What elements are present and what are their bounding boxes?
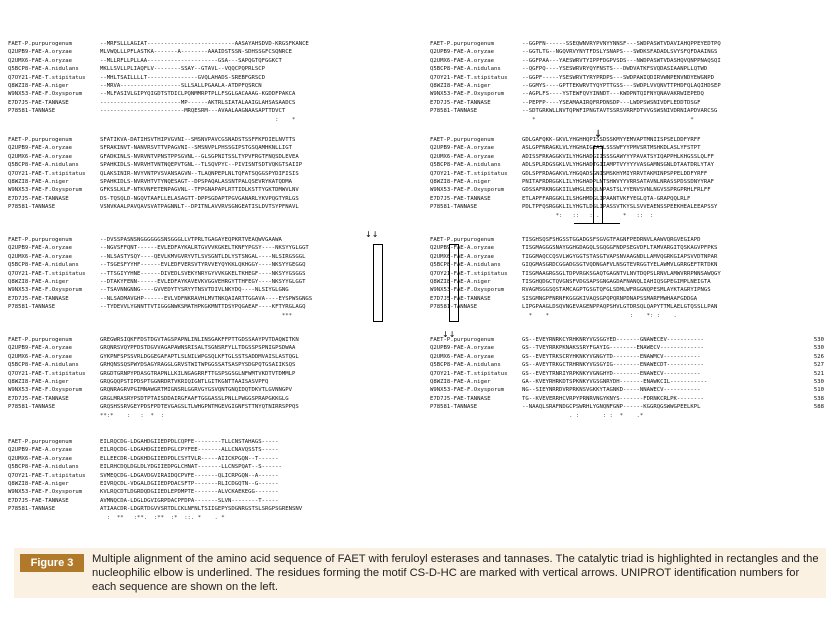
sequence-row [430,286,832,294]
sequence-row [8,90,418,98]
sequence-id: Q7OY21-FAE-T.stipitatus [430,74,508,81]
sequence-residues: --AGPLFS----YSTEWFQVYINNDT---KWDPNTQIFNYQNAVAKRWIEPEDQ [522,91,704,98]
sequence-id: Q2UMX6-FAE-A.oryzae [8,353,72,360]
sequence-row [430,90,832,98]
sequence-row [8,144,418,152]
motif-arrow-3: ↓↓ [442,330,456,339]
sequence-id: Q2UPB9-FAE-A.oryzae [8,447,72,454]
sequence-residues: --PEPFP----YSEAMAAIRQFRPDNSDP---LWDPSWSNIVDFLEDDTDSGF [522,99,701,106]
sequence-id: Q7OY21-FAE-T.stipitatus [8,472,86,479]
sequence-row [430,170,832,178]
sequence-row [430,295,832,303]
sequence-id: Q5BCP8-FAE-A.nidulans [8,362,79,369]
sequence-id: W9NX53-FAE-F.Oxysporum [8,387,83,394]
consensus-line [430,116,832,124]
sequence-row [8,40,418,48]
sequence-residues: --DTAKYFENN------EVLEDFAYKAVEVKVGGVEHRGYTTHFEGY----NKSYYGLGGT [100,278,306,285]
residue-count: 530 [813,345,824,352]
sequence-id: Q8WZI8-FAE-A.niger [8,178,69,185]
sequence-id: W9NX53-FAE-F.Oxysporum [430,187,505,194]
nucleophilic-elbow-underline [574,223,620,224]
sequence-row [430,378,832,386]
sequence-residues: GYKPNFSPSSVRLDGGEGAFAPTLSLNILWPGSQLKFTGLSSTSADDMVAISLASTQGL [100,353,299,360]
sequence-residues: QLAKSINIR-NVYVNTPVSVANSAGVN--TLAQNPEPLNLTQFATSQGGSPYDIFISIS [100,170,299,177]
sequence-id: E7D7J5-FAE-TANNASE [8,395,69,402]
sequence-id: Q8WZI8-FAE-A.niger [430,178,491,185]
consensus-line [8,514,418,522]
sequence-residues: --GGFPAA---YAESWRVTYIPPFDGPVSDS---NWDPASWTVDASHQVQNPPNAQSQI [522,57,721,64]
sequence-residues: --MHLTSAILLLLT---------------GVQLAHADS-SREBFGRSCD [100,74,266,81]
sequence-residues: GS--TVEYRRKPKNAKSSRYFGAYIG--------ENAWECV------------- [522,345,704,352]
sequence-id: P78581-TANNASE [8,506,56,513]
sequence-id: P78581-TANNASE [8,204,56,211]
sequence-id: Q2UPB9-FAE-A.oryzae [8,49,72,56]
sequence-residues: GRGDTGRNPYPDASGTRAPNLLKILNGAGRRFTTGSPSGSGLNFWMTVKDTVTDMMLP [100,370,296,377]
sequence-residues: SPAHKIDLS-NVRVHTVNTNQEPVTGNL--TLSQVPYC--PIVISNTSDTVQKGTSAIIP [100,162,303,169]
sequence-residues: --NLSASTYSQY----QEVLKMVGVRYVTLSVSGNTLDLYSTSNGAL----NLSIRGSGGL [100,253,306,260]
sequence-id: Q8WZI8-FAE-A.niger [8,378,69,385]
sequence-id: Q8WZI8-FAE-A.niger [430,278,491,285]
sequence-id: FAET-P.purpurogenum [8,237,72,243]
consensus-symbols: . : : : * .* [522,412,644,419]
sequence-row [430,65,832,73]
sequence-id: Q2UMX6-FAE-A.oryzae [430,153,494,160]
sequence-residues: --NGVSFFQNT------EVLEDFAYKALRTGVVVKGKELTKNFYPGSY----NKSYYGLGGT [100,245,309,252]
sequence-id: E7D7J5-FAE-TANNASE [430,295,491,302]
sequence-id: W9NX53-FAE-F.Oxysporum [8,187,83,194]
sequence-row [430,74,832,82]
sequence-id: Q8WZI8-FAE-A.niger [8,278,69,285]
sequence-id: Q2UMX6-FAE-A.oryzae [430,353,494,360]
sequence-row [430,336,832,344]
sequence-residues: GRHQNSSQSPWYDSAGYRAGGLGRVSTWITWPGGSSATSASPYSDGPQTGSAIIKSQS [100,362,296,369]
sequence-row [430,370,832,378]
sequence-id: Q5BCP8-FAE-A.nidulans [430,162,501,169]
sequence-row [8,178,418,186]
consensus-symbols: *: :: : . * :: : [522,212,684,219]
sequence-id: W9NX53-FAE-F.Oxysporum [430,387,505,394]
sequence-row [430,82,832,90]
sequence-id: Q5BCP8-FAE-A.nidulans [430,66,501,73]
sequence-row [8,344,418,352]
consensus-symbols: * * [522,116,711,123]
sequence-row [8,403,418,411]
sequence-id: FAET-P.purpurogenum [8,41,72,47]
sequence-residues: GRQNRSVQYPFDSTDGVVAGAPAWNSRISALTSGNSRFYLLTDGSSPSPNIGPSDWAA [100,345,296,352]
sequence-row [430,253,832,261]
consensus-line [430,212,832,220]
sequence-residues: EIVRQCDL-VDGALDGIIEDPDACSFTP-------RLICDGQTN--G------ [100,480,279,487]
sequence-row [8,455,418,463]
sequence-residues: EILRQCDG-LDGAHDGIIEDPDLCQPFE--------TLLCNSTAHAGS----- [100,439,279,445]
sequence-residues: GS--AVEYTRKGCTRHRNKYVGSGYIG--------ENAWECDT----------- [522,362,704,369]
sequence-row [430,136,832,144]
residue-count: 588 [813,404,824,411]
sequence-residues: --GGPFN------SSEQWNVRYPVNYYNNSF---SWDPASWTVDAVIAHQPPEYEDTPQ [522,41,721,47]
residue-count: 530 [813,337,824,343]
sequence-id: Q2UMX6-FAE-A.oryzae [8,253,72,260]
residue-count: 527 [813,362,824,369]
sequence-id: E7D7J5-FAE-TANNASE [430,195,491,202]
sequence-row [8,170,418,178]
residue-count: 526 [813,353,824,360]
sequence-row [430,261,832,269]
sequence-id: P78581-TANNASE [430,204,478,211]
sequence-residues: ADISSFRKAGGKVILYHGHADGIISSSGAWYYYPAVATSYIQAPPHLKHGSSLQLFF [522,153,714,160]
sequence-id: Q2UPB9-FAE-A.oryzae [8,345,72,352]
sequence-id: Q2UPB9-FAE-A.oryzae [430,49,494,56]
sequence-row [430,153,832,161]
sequence-id: W9NX53-FAE-F.Oxysporum [430,91,505,98]
sequence-id: W9NX53-FAE-F.Oxysporum [8,287,83,294]
sequence-residues: ATIAACDR-LDGRTDGVVSRTDLCKLNFNLTSIIGEPYSDGNRGSTSLSRGPSGRENSNV [100,506,303,513]
sequence-residues: ETLAPFFARGGKLILSHGHMDGLIPAANTVKFYEGLQTA-GRAPQQLRLF [522,195,691,202]
sequence-row [8,244,418,252]
sequence-row [8,378,418,386]
sequence-residues: RVAGMSGGSQSTAMCAGPTGSGTQFGLSDMLWFRGGNQPESMLAYKTAGRYIPNGS [522,287,711,294]
residue-count: 530 [813,378,824,385]
sequence-residues: GRQSHSSRVGEYPDSFPDTEVGAGSLTLWHGPNTMGEVGIGNFSTTNYQTNIRRSPPQS [100,404,299,411]
sequence-row [430,186,832,194]
residue-count: 510 [813,387,824,394]
sequence-residues: --GGMYS----GPTTEKWRVTYQYPTTGSS---SWDPLVVQNVTTPHDFQLAQIHDSEP [522,82,721,89]
sequence-residues: ASLGPFNRAGKLVLYHGHAIGIASLSSSWFYYPMVSRTMSHKDLASLYFSTPT [522,145,701,152]
sequence-row [430,107,832,115]
sequence-row [430,144,832,152]
sequence-id: Q8WZI8-FAE-A.niger [430,82,491,89]
sequence-row [8,361,418,369]
sequence-residues: GIQGMASGRDCGGADGSGTVQDNGAFVLNSGTEVRGGTYELAWMVLGRRGEFTRTDKN [522,262,718,269]
sequence-residues: SVMEQCDG-LDGAVDGVIRAIDQCPVFE-------QLICRPGQN--A------ [100,472,279,479]
sequence-id: Q7OY21-FAE-T.stipitatus [430,270,508,277]
sequence-id: FAET-P.purpurogenum [8,337,72,343]
sequence-id: Q2UMX6-FAE-A.oryzae [8,57,72,64]
sequence-residues: SFRAKINVT-NANVRSVTTVPAGVNI--SMSNVPLPHSSGIPSTGSQAMHKNLLIGT [100,145,292,152]
sequence-id: FAET-P.purpurogenum [430,41,494,47]
sequence-residues: GFADKINLS-NVRVNTVPNSTPPSGVNL--GLSGPNITSSLTYPVFRGTFNQSDLEVEA [100,153,299,160]
sequence-residues: GS--EVEYTRKSCRYHKNKYVGNGYTD--------ENAWMCV----------- [522,353,701,360]
sequence-residues: NG--SIEYNRRDVRPRKNSVGKKYTAGNKD-----NNAWECV----------- [522,387,701,394]
sequence-residues: AVMNQCDA-LDGLDGVIGRPDACPFDPA-------SLVN--------T----- [100,497,279,504]
consensus-line [430,412,832,420]
sequence-residues: GRQNRAGRVPGIMNAWGRTMIGNSRLGGRVGYGSVQNTGNQIDQTDKVTLGVNNGPV [100,387,292,394]
consensus-symbols: * * : *: : . [522,312,684,319]
sequence-row [430,303,832,311]
residue-count: 521 [813,370,824,377]
sequence-residues: SISGMNGPFNRNFKGGGKIVAQSGPQPQRNPDNAPSSMARFMWHAAFGDDGA [522,295,698,302]
sequence-row [430,57,832,65]
sequence-id: W9NX53-FAE-F.Oxysporum [8,91,83,98]
sequence-row [430,344,832,352]
sequence-row [430,195,832,203]
sequence-row [430,244,832,252]
sequence-row [430,353,832,361]
sequence-residues: GS--EVEYTRNRIYRPKNKYVGNGHYD--------ENAWECV----------- [522,370,701,377]
consensus-line [8,312,418,320]
sequence-row [8,270,418,278]
sequence-residues: TISGMAGGGSNAYGGHGDAGQLSGQGGFNDPSEGVDFLTAMVARGITQSKAGVPFPKS [522,245,718,252]
sequence-residues: --TYDEVVLYGNNTTVTIGGGNWKSMATHPKGKMNTTDSYPQGAEAF----KFTYRGLAGQ [100,304,306,311]
sequence-residues: PDLTPFQSRGGKLILYHGTLDSLIPASSVTKYSLSVVEAENSSPEEKHEALEEAPSSY [522,204,718,211]
motif-arrow-1: ↓ [594,129,603,140]
sequence-id: E7D7J5-FAE-TANNASE [8,497,69,504]
catalytic-histidine-box [449,244,459,322]
sequence-row [8,186,418,194]
sequence-id: Q2UMX6-FAE-A.oryzae [8,455,72,462]
sequence-id: FAET-P.purpurogenum [8,137,72,143]
sequence-row [8,107,418,115]
sequence-row [430,99,832,107]
sequence-residues: MLVWQLLLPFLASTKA-------A--------AAAIDSTSSN-SDHSSGFCSQNRCE [100,49,292,56]
sequence-row [8,438,418,446]
sequence-id: Q5BCP8-FAE-A.nidulans [8,162,79,169]
sequence-id: Q2UMX6-FAE-A.oryzae [8,153,72,160]
consensus-symbols: *** [100,312,296,319]
sequence-residues: --TSAVNNGNNG----GVVEDYTYSRYYTNSVTDIVLNKYDQ----NLSIYGLGNG [100,287,289,294]
sequence-id: FAET-P.purpurogenum [430,137,494,143]
sequence-row [8,161,418,169]
alignment-block-9 [8,438,418,522]
sequence-row [8,303,418,311]
sequence-id: Q2UMX6-FAE-A.oryzae [430,253,494,260]
sequence-row [430,236,832,244]
sequence-id: Q5BCP8-FAE-A.nidulans [430,262,501,269]
sequence-residues: ADLSPLRDGSGKLVLYHGHADTGIIAMPTVYYYYVASGAMNSGNLDTAATDRLYTAY [522,162,714,169]
sequence-residues: --GGTLTG--NGQVRVYNYTFDSLYSNAPS---SWDKSFADADLSVYSFQFDAAINGS [522,49,718,56]
sequence-residues: -------------------------MRQESRM---AVAALAAGNAASAPTTDVCT [100,108,286,115]
sequence-row [430,48,832,56]
sequence-residues: LIPGPAAGLDSQVNGEVAGENPPAQPSHVLGTDRSQLQAPYTTMLAELGTQSSLLPAN [522,304,718,311]
sequence-row [430,361,832,369]
alignment-block-7 [8,336,418,420]
sequence-id: Q2UPB9-FAE-A.oryzae [430,145,494,152]
sequence-id: Q2UPB9-FAE-A.oryzae [430,345,494,352]
sequence-id: Q8WZI8-FAE-A.niger [430,378,491,385]
sequence-id: P78581-TANNASE [8,304,56,311]
sequence-row [430,386,832,394]
sequence-residues: --NAAQLSRAFNDGCPSWRHLYGNQNFGNP------KGGRQGSWWGPEELKPL [522,404,701,411]
sequence-residues: GREGWRSIQKFFDSTDGVTAGSPAPNLINLINSGAKFFPTTGDSSAAYPVTDAQWITKN [100,337,299,343]
sequence-residues: GS--EVEYRNRKCYRHKNRYVGSGGYED-------GNAWECEV----------- [522,337,704,343]
sequence-row [8,286,418,294]
sequence-id: W9NX53-FAE-F.Oxysporum [430,287,505,294]
sequence-id: Q8WZI8-FAE-A.niger [8,82,69,89]
consensus-symbols: : * [100,116,303,123]
sequence-residues: GDLSPFRDAGAKVLYHGQADSGNISMSKHYMIYRRVTAKMINPSPPELDDFYRFF [522,170,708,177]
sequence-residues: EILRQCDG-LDGAHDGIIEDPGLCPYFEE-------ALLCNAVQSSTS----- [100,447,279,454]
sequence-residues: TG--KVEVERRHCVRPYPRNRVNGYKNYS-------FDRNKCRLPK-------- [522,395,704,402]
sequence-id: E7D7J5-FAE-TANNASE [8,295,69,302]
sequence-row [8,386,418,394]
sequence-id: Q8WZI8-FAE-A.niger [8,480,69,487]
sequence-residues: --DVSSPASNSNGGGGGGSNSGGGLLVTPRLTGAGAYEQPKRTVEAQWVGAAWA [100,237,282,243]
sequence-id: Q7OY21-FAE-T.stipitatus [8,370,86,377]
consensus-line [8,116,418,124]
sequence-row [8,153,418,161]
sequence-row [8,99,418,107]
sequence-id: P78581-TANNASE [430,108,478,115]
sequence-id: FAET-P.purpurogenum [430,237,494,243]
sequence-row [8,74,418,82]
alignment-block-4 [430,136,832,220]
sequence-row [430,395,832,403]
sequence-row [8,136,418,144]
sequence-id: FAET-P.purpurogenum [430,337,494,343]
alignment-block-3 [8,136,418,212]
sequence-id: P78581-TANNASE [8,108,56,115]
sequence-residues: --TTSGIYYHNE------DIVEDLSVEKYNRYGYVVKGKELTKHEGF----NKSYYGSGGS [100,270,306,277]
alignment-block-2 [430,40,832,124]
sequence-row [8,497,418,505]
catalytic-serine-box [593,146,603,224]
sequence-id: Q7OY21-FAE-T.stipitatus [430,370,508,377]
sequence-row [430,178,832,186]
sequence-id: Q2UPB9-FAE-A.oryzae [8,145,72,152]
sequence-row [430,278,832,286]
sequence-residues: SPAHKIDLS-NVRVHTVTYNQESAGT--DPSPAQALASSNTPALQSEVRYKATQDMA [100,178,292,185]
sequence-row [8,278,418,286]
sequence-residues: EILRHCDQLDGLDLYDGIIEDPGLCHNAT-------LLCNSPQAT--S------ [100,464,282,471]
sequence-residues: --MLLRFLLPLLAA---------------------GSA---SAPQGTQFGGKCT [100,57,282,64]
sequence-id: Q2UMX6-FAE-A.oryzae [430,57,494,64]
sequence-residues: GFKSSLKLF-NTKVNFETENPAGVNL--TFPGNAPAPLRTTIDLKSTTYGKTDMWVLNV [100,187,299,194]
sequence-residues: --MRFSLLLAGIAT--------------------------AASAYAHSDVD-KRGSFKANCE [100,41,309,47]
sequence-row [8,463,418,471]
sequence-residues: --MRVA------------------SLLSALLPGAALA-ATDPFQSRCN [100,82,262,89]
sequence-row [8,353,418,361]
sequence-row [430,161,832,169]
alignment-figure [8,40,832,554]
sequence-id: Q7OY21-FAE-T.stipitatus [8,170,86,177]
sequence-id: E7D7J5-FAE-TANNASE [430,395,491,402]
sequence-residues: GRQGQQPSTIPDSPTGGNRDRTVKRIQIGNTLGITKGNTTAAISASVPFQ [100,378,269,385]
sequence-id: P78581-TANNASE [430,304,478,311]
residue-count: 538 [813,395,824,402]
sequence-id: Q5BCP8-FAE-A.nidulans [8,66,79,73]
consensus-line [8,412,418,420]
sequence-row [8,395,418,403]
sequence-row [8,203,418,211]
figure-label: Figure 3 [20,554,84,572]
alignment-block-1 [8,40,418,124]
sequence-id: FAET-P.purpurogenum [8,439,72,445]
sequence-residues: --QGFPQ----YSESWRVRYQYFNSTS---DWDVATKFSVQDASIAANPLLQTWD [522,66,708,73]
sequence-row [8,505,418,513]
sequence-id: P78581-TANNASE [8,404,56,411]
sequence-id: E7D7J5-FAE-TANNASE [430,99,491,106]
consensus-symbols: **:* : : * : [100,412,269,419]
sequence-residues: GA--KVEYRHRKDTSPKNKYVGSGNRYDH-------ENAWKCIL----------- [522,378,708,385]
sequence-row [8,82,418,90]
sequence-residues: --MLFASIVLGIPYQIGDTSTDICLPQNMMRPTPLLFSGLGACAAAG-KGDDFPAKCA [100,91,296,98]
sequence-residues: GDSSAFRKNGGKIILWHGLEDQLNPASTSLYYENVSVNLNGVSSPRGPRHLFRLFF [522,187,711,194]
alignment-block-5 [8,236,418,320]
sequence-residues: TISGHSQSFSHGSSTGGADGSFSGVGTFAGNFPEDRNVLAAWVQRGVEGIAPD [522,237,701,243]
sequence-id: Q7OY21-FAE-T.stipitatus [8,270,86,277]
motif-arrow-2: ↓↓ [365,230,379,239]
alignment-block-8 [430,336,832,420]
sequence-residues: --SDTGRKWLLNVTQPWFIPNGTAVTSSRSVRRFDTVVGSWSNIVDRNIAPDVARCSG [522,108,718,115]
sequence-residues: GDLGAFQKK-GKVLYHGHHQPISSDSSKMYYEMVAPTMNIISPSELDDFYRFF [522,137,701,143]
sequence-residues: MKLLSVLLPLIAQFLV--------SSAY--GTAVL--VQQCPQPRLSCP [100,66,266,73]
sequence-id: Q2UPB9-FAE-A.oryzae [430,245,494,252]
consensus-symbols: : ** :**. :** :* ::. * . * [100,514,225,521]
sequence-row [8,446,418,454]
sequence-residues: TISGHQDGCTQVGNSFVDGSAPSGNGAGDAFNANQLIAHIQSGPEGIMPLNEIGTA [522,278,711,285]
sequence-residues: GRGLMRASRYPSDTPTAISDDAIRGFAAFTGGGASSLPNLLPWGGSPRAPGKKGLG [100,395,289,402]
sequence-row [8,57,418,65]
sequence-id: Q5BCP8-FAE-A.nidulans [8,262,79,269]
sequence-row [8,370,418,378]
sequence-row [430,270,832,278]
alignment-block-6 [430,236,832,320]
sequence-row [8,295,418,303]
sequence-residues: PNITAFRDRGGKLILYHGHADPLNTSHWVYYVRRSATAVNLNRASSPDSSDNYYRAF [522,178,714,185]
consensus-line [430,312,832,320]
sequence-id: P78581-TANNASE [430,404,478,411]
sequence-residues: VSNVKAALPAVQAVSVATPAGNNLT--DPITNLAVVRVSGNGEATISLDVTSYPFNAVL [100,204,299,211]
sequence-residues: --NLSADMAVGHP------EVLVDFNKRAVHLMVTNKQAIARTTGGAVA----EYSPWSGNGS [100,295,313,302]
sequence-id: Q5BCP8-FAE-A.nidulans [8,464,79,471]
sequence-id: Q7OY21-FAE-T.stipitatus [8,74,86,81]
sequence-residues: DS-TQSQLD-NGQVTAAFLLELASAGTT-DPPSGDAPTPGVGANARLYKVPQGTYRLGS [100,195,299,202]
sequence-row [8,488,418,496]
sequence-row [8,65,418,73]
sequence-row [430,403,832,411]
sequence-row [8,336,418,344]
sequence-row [8,472,418,480]
sequence-residues: KVLRQCDTLDGRDQDGIIEDLEPDMPTE-------ALVCKAEKEGG------- [100,489,279,496]
sequence-row [8,195,418,203]
sequence-id: Q7OY21-FAE-T.stipitatus [430,170,508,177]
sequence-id: W9NX53-FAE-F.Oxysporum [8,489,83,496]
sequence-row [430,203,832,211]
sequence-residues: TIGGMAQCCQSVLWGYGGTSTASGTVAPSNVAAGNDLLAMVQGRKGIAPSVVDTNPAR [522,253,718,260]
caption-text: Multiple alignment of the amino acid sequence of FAET with feruloyl esterases and tannases. The catalytic triad is highlighted in rectangles and the nucleophilic elbow is underlined. The residues forming the motif CS-D-HC are marked with vertical arrows. UNIPROT identification numbers for each sequence are shown on the left. [92,553,819,593]
sequence-residues: --TSGESFYYHF------EVLEDFVERSVTYRVVEYQYKKLQKHGGY----NKSYYGEGGQ [100,262,306,269]
sequence-row [8,261,418,269]
catalytic-aspartate-box [373,244,383,322]
sequence-id: Q5BCP8-FAE-A.nidulans [430,362,501,369]
sequence-residues: --GGPF-----YSESWRVTYRYPRDPS---SWDPAWIQDIRVWNPENVNDYEWGNPD [522,74,714,81]
sequence-row [430,40,832,48]
sequence-row [8,48,418,56]
sequence-residues: ELLEECDR-LDGKHDGIIEDPDLCSYTVLR-----AIICKPGQN--T------ [100,455,279,462]
sequence-residues: SFATIKVA-DATIHSVTHIPVGVNI--SMSNVPAVCGSNADSTSSFFKFDIELNVTTS [100,137,296,143]
sequence-residues: ------------------------MP------AKTRLSIATALAAIGLAHSASAADCS [100,99,296,106]
sequence-id: E7D7J5-FAE-TANNASE [8,99,69,106]
sequence-row [8,253,418,261]
sequence-id: Q2UPB9-FAE-A.oryzae [8,245,72,252]
sequence-id: E7D7J5-FAE-TANNASE [8,195,69,202]
sequence-row [8,480,418,488]
figure-caption [14,548,826,598]
sequence-row [8,236,418,244]
sequence-residues: TISGMAAGRGSGLTDPVRGKSGAQTGAGNTVLNVTDQPSLRNVLAMWVRRPNNSAWQGY [522,270,721,277]
